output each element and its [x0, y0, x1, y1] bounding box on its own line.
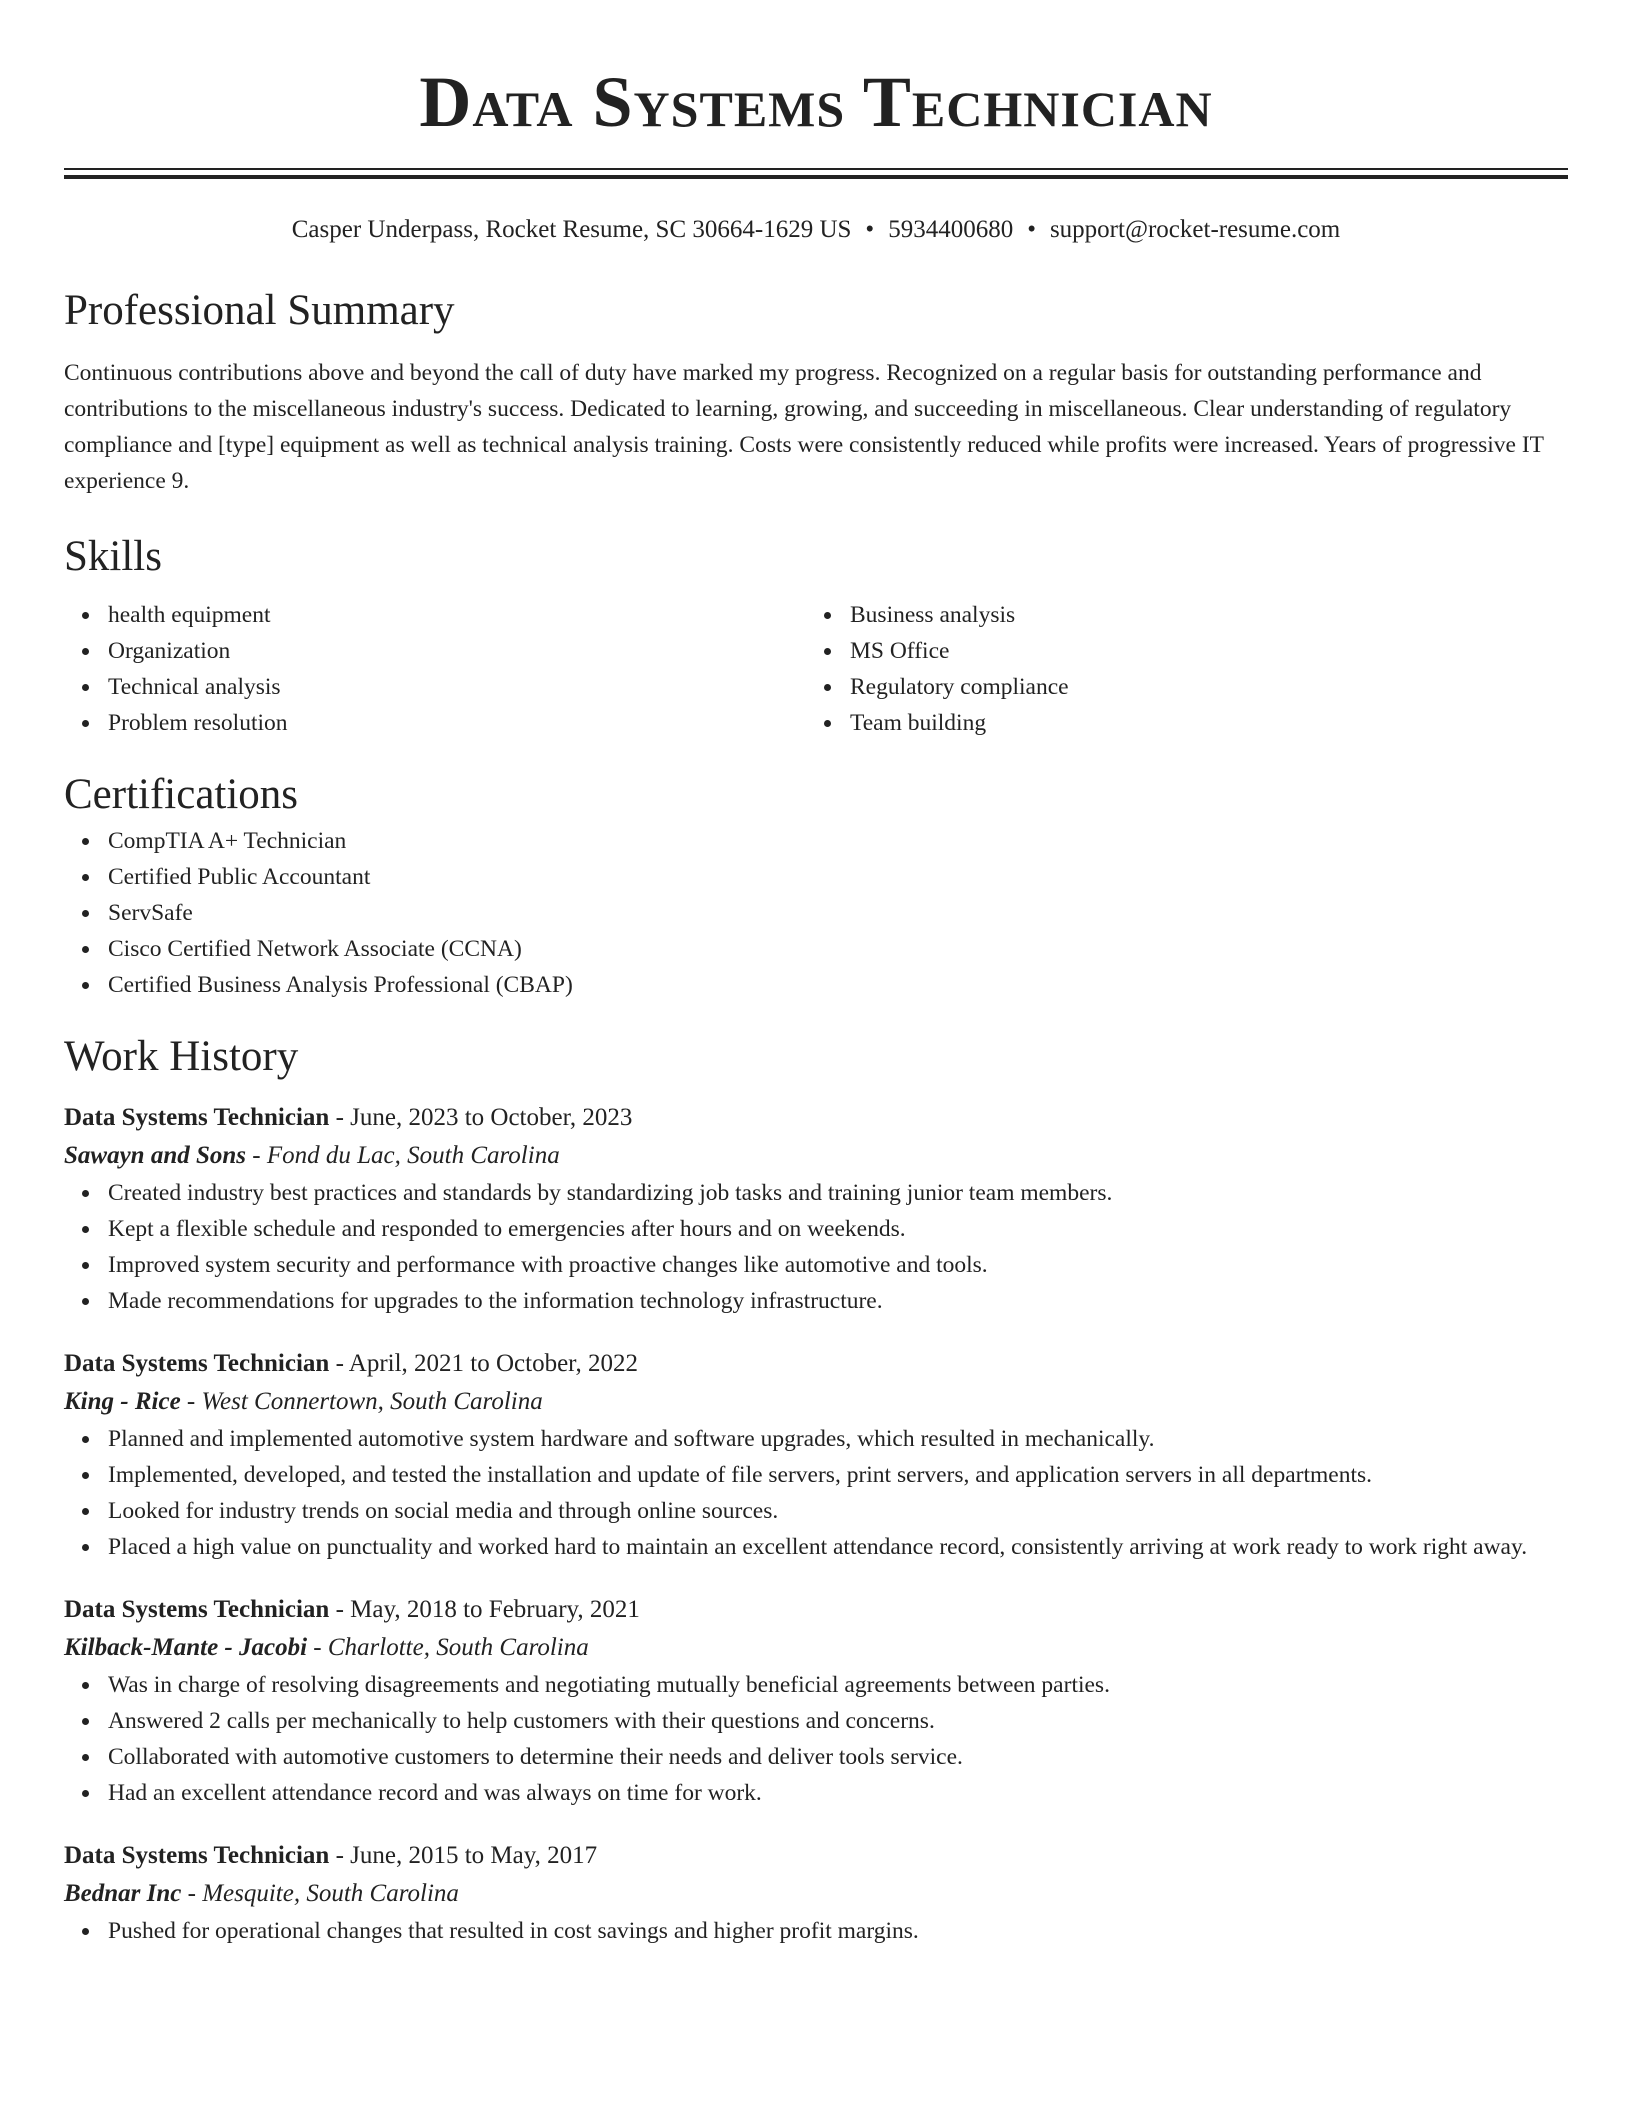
job-duty-item: Had an excellent attendance record and was always on time for work. — [64, 1775, 1568, 1811]
job-role: Data Systems Technician — [64, 1350, 330, 1377]
job-duty-item: Looked for industry trends on social media and through online sources. — [64, 1493, 1568, 1529]
job-dates: - April, 2021 to October, 2022 — [329, 1350, 638, 1377]
certifications-heading: Certifications — [64, 771, 299, 818]
job-location: - Fond du Lac, South Carolina — [246, 1142, 560, 1169]
job-duty-item: Implemented, developed, and tested the installation and update of file servers, print servers, and application servers in all departments. — [64, 1457, 1568, 1493]
skill-item: Technical analysis — [64, 669, 806, 705]
certification-item: Certified Business Analysis Professional (CBAP) — [64, 967, 1568, 1003]
job-duty-item: Improved system security and performance with proactive changes like automotive and tools. — [64, 1247, 1568, 1283]
job-dates: - May, 2018 to February, 2021 — [329, 1596, 640, 1623]
job-duty-item: Kept a flexible schedule and responded to emergencies after hours and on weekends. — [64, 1211, 1568, 1247]
job-title-line — [64, 1345, 1568, 1383]
skill-item: Team building — [806, 705, 1548, 741]
job-location: - Mesquite, South Carolina — [181, 1880, 459, 1907]
contact-line — [64, 213, 1568, 247]
job-company-line — [64, 1137, 1568, 1175]
skills-list-left — [64, 597, 806, 741]
certification-item: ServSafe — [64, 895, 1568, 931]
skill-item: Organization — [64, 633, 806, 669]
job-title-line — [64, 1837, 1568, 1875]
skills-column-right — [806, 597, 1548, 741]
skills-grid — [64, 597, 1568, 741]
resume-page — [64, 0, 1568, 1949]
job-title-line — [64, 1099, 1568, 1137]
job-duty-item: Collaborated with automotive customers to determine their needs and deliver tools service. — [64, 1739, 1568, 1775]
divider-thick — [64, 175, 1568, 179]
job-company: Kilback-Mante - Jacobi — [64, 1634, 308, 1661]
job-location: - Charlotte, South Carolina — [307, 1634, 589, 1661]
skill-item: health equipment — [64, 597, 806, 633]
skill-item: MS Office — [806, 633, 1548, 669]
job-entry — [64, 1837, 1568, 1949]
contact-address: Casper Underpass, Rocket Resume, SC 30664-1629 US — [291, 216, 852, 243]
job-entry — [64, 1345, 1568, 1565]
job-duty-item: Placed a high value on punctuality and worked hard to maintain an excellent attendance record, consistently arriving at work ready to work right away. — [64, 1529, 1568, 1565]
job-duties-list — [64, 1421, 1568, 1565]
job-duty-item: Answered 2 calls per mechanically to help customers with their questions and concerns. — [64, 1703, 1568, 1739]
skill-item: Regulatory compliance — [806, 669, 1548, 705]
contact-separator: • — [1027, 216, 1036, 243]
certification-item: CompTIA A+ Technician — [64, 823, 1568, 859]
work-history-list — [64, 1099, 1568, 1949]
job-dates: - June, 2023 to October, 2023 — [329, 1104, 633, 1131]
job-role: Data Systems Technician — [64, 1596, 330, 1623]
job-company: Sawayn and Sons — [64, 1142, 247, 1169]
contact-separator: • — [865, 216, 875, 243]
job-company-line — [64, 1383, 1568, 1421]
title-divider — [64, 168, 1568, 179]
job-duty-item: Created industry best practices and standards by standardizing job tasks and training junior team members. — [64, 1175, 1568, 1211]
job-role: Data Systems Technician — [64, 1104, 330, 1131]
job-duty-item: Made recommendations for upgrades to the information technology infrastructure. — [64, 1283, 1568, 1319]
job-location: - West Connertown, South Carolina — [180, 1388, 543, 1415]
divider-thin — [64, 168, 1568, 170]
job-company-line — [64, 1875, 1568, 1913]
certification-item: Cisco Certified Network Associate (CCNA) — [64, 931, 1568, 967]
contact-phone: 5934400680 — [888, 216, 1014, 243]
summary-heading: Professional Summary — [64, 287, 455, 334]
contact-email: support@rocket-resume.com — [1049, 216, 1341, 243]
job-duty-item: Pushed for operational changes that resulted in cost savings and higher profit margins. — [64, 1913, 1568, 1949]
job-title-line — [64, 1591, 1568, 1629]
certification-item: Certified Public Accountant — [64, 859, 1568, 895]
skills-list-right — [806, 597, 1548, 741]
job-duties-list — [64, 1913, 1568, 1949]
job-company: Bednar Inc — [64, 1880, 182, 1907]
skill-item: Problem resolution — [64, 705, 806, 741]
job-duties-list — [64, 1667, 1568, 1811]
skill-item: Business analysis — [806, 597, 1548, 633]
job-role: Data Systems Technician — [64, 1842, 330, 1869]
resume-title: Data Systems Technician — [419, 62, 1213, 142]
job-entry — [64, 1591, 1568, 1811]
job-duty-item: Was in charge of resolving disagreements and negotiating mutually beneficial agreements between parties. — [64, 1667, 1568, 1703]
skills-heading: Skills — [64, 533, 162, 580]
job-company: King - Rice — [64, 1388, 181, 1415]
job-company-line — [64, 1629, 1568, 1667]
work-history-heading: Work History — [64, 1033, 299, 1080]
skills-column-left — [64, 597, 806, 741]
job-duties-list — [64, 1175, 1568, 1319]
job-dates: - June, 2015 to May, 2017 — [329, 1842, 598, 1869]
summary-text: Continuous contributions above and beyond the call of duty have marked my progress. Recognized on a regular basis for outstanding performance and contributions to the miscellaneous industry's success. Dedicated to learning, growing, and succeeding in miscellaneous. Clear understanding of regulatory compliance and [type] equipment as well as technical analysis training. Costs were consistently reduced while profits were increased. Years of progressive IT experience 9. — [64, 360, 1544, 494]
job-entry — [64, 1099, 1568, 1319]
certifications-list — [64, 823, 1568, 1003]
job-duty-item: Planned and implemented automotive system hardware and software upgrades, which resulted in mechanically. — [64, 1421, 1568, 1457]
